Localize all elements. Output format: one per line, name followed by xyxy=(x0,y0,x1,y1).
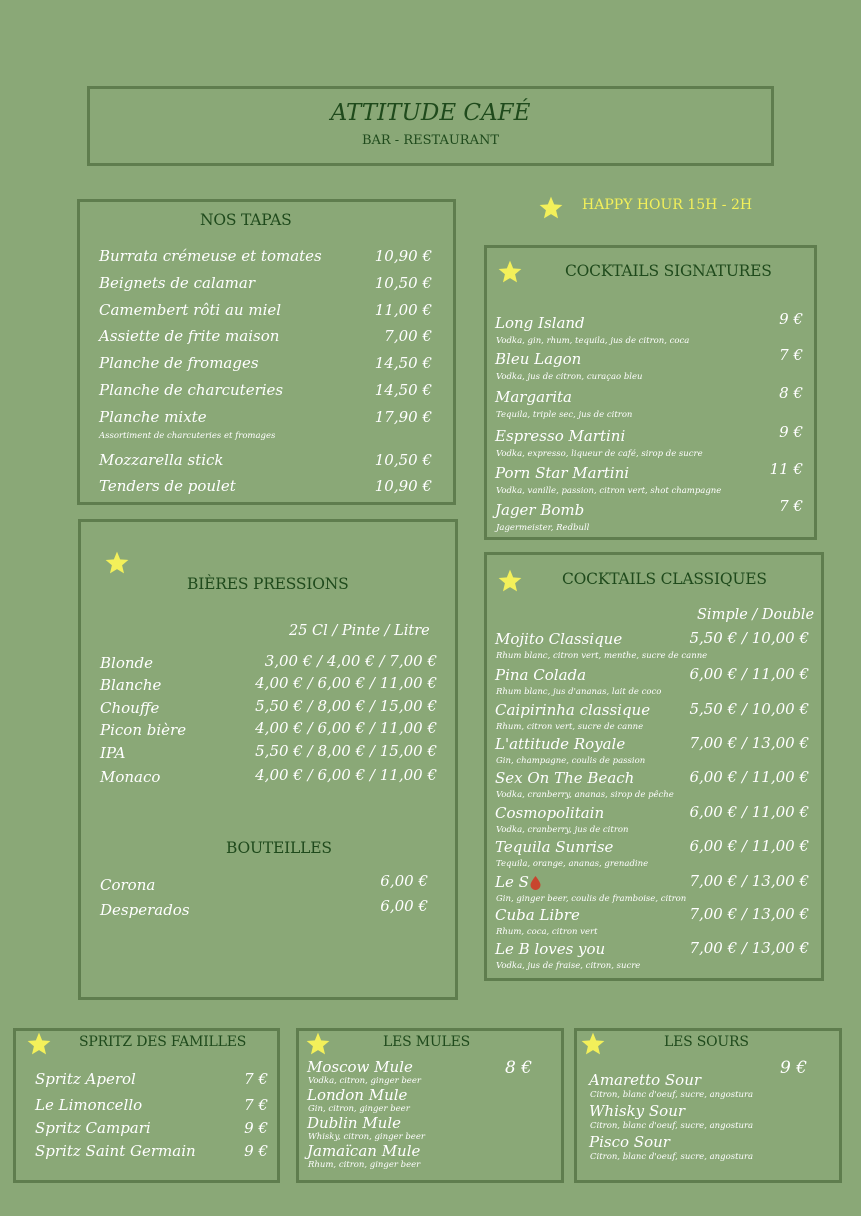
signature-item-price: 7 € xyxy=(779,346,803,364)
classique-item-price: 6,00 € / 11,00 € xyxy=(689,803,809,821)
classique-item-price: 6,00 € / 11,00 € xyxy=(689,837,809,855)
sour-item-desc: Citron, blanc d'oeuf, sucre, angostura xyxy=(590,1090,754,1100)
biere-item-price: 4,00 € / 6,00 € / 11,00 € xyxy=(255,766,437,784)
classique-item-price: 7,00 € / 13,00 € xyxy=(689,905,809,923)
tapas-item-name: Mozzarella stick xyxy=(99,451,224,469)
biere-item-name: Blanche xyxy=(100,676,162,694)
signature-item-name: Espresso Martini xyxy=(495,427,626,445)
classique-item-desc: Tequila, orange, ananas, grenadine xyxy=(496,859,649,869)
tapas-item-price: 17,90 € xyxy=(374,408,432,426)
bouteille-item-name: Desperados xyxy=(100,901,190,919)
spritz-item-price: 7 € xyxy=(244,1096,268,1114)
classique-item-desc: Rhum, citron vert, sucre de canne xyxy=(496,722,644,732)
drop-icon xyxy=(530,875,541,889)
tapas-title: NOS TAPAS xyxy=(200,211,292,229)
signature-item-price: 9 € xyxy=(779,310,803,328)
mule-item-desc: Rhum, citron, ginger beer xyxy=(308,1160,421,1170)
classique-item-desc: Rhum blanc, jus d'ananas, lait de coco xyxy=(496,687,662,697)
bouteille-item-price: 6,00 € xyxy=(380,897,428,915)
biere-item-price: 4,00 € / 6,00 € / 11,00 € xyxy=(255,719,437,737)
tapas-item-name: Beignets de calamar xyxy=(99,274,255,292)
classique-item-desc: Gin, champagne, coulis de passion xyxy=(496,756,646,766)
mules-price: 8 € xyxy=(505,1058,533,1078)
mule-item-desc: Vodka, citron, ginger beer xyxy=(308,1076,421,1086)
sours-title: LES SOURS xyxy=(664,1034,749,1050)
classique-item-name: Le S xyxy=(495,873,529,891)
tapas-item-name: Planche mixte xyxy=(99,408,207,426)
tapas-item-price: 14,50 € xyxy=(374,381,432,399)
signature-item-price: 7 € xyxy=(779,497,803,515)
signature-item-desc: Vodka, gin, rhum, tequila, jus de citron, coca xyxy=(496,336,690,346)
sour-item-desc: Citron, blanc d'oeuf, sucre, angostura xyxy=(590,1121,754,1131)
classiques-title: COCKTAILS CLASSIQUES xyxy=(562,570,767,588)
classique-item-desc: Rhum, coca, citron vert xyxy=(496,927,598,937)
tapas-item-desc: Assortiment de charcuteries et fromages xyxy=(99,431,276,441)
spritz-item-name: Spritz Aperol xyxy=(35,1070,136,1088)
star-icon xyxy=(497,259,523,285)
signature-item-name: Porn Star Martini xyxy=(495,464,630,482)
sour-item-name: Whisky Sour xyxy=(589,1102,686,1120)
biere-item-name: Chouffe xyxy=(100,699,160,717)
signature-item-name: Long Island xyxy=(495,314,585,332)
signature-item-desc: Jagermeister, Redbull xyxy=(496,523,590,533)
mule-item-name: London Mule xyxy=(307,1086,408,1104)
biere-item-price: 5,50 € / 8,00 € / 15,00 € xyxy=(255,697,437,715)
tapas-item-price: 10,90 € xyxy=(374,247,432,265)
signature-item-price: 8 € xyxy=(779,384,803,402)
tapas-item-name: Camembert rôti au miel xyxy=(99,301,282,319)
spritz-item-price: 7 € xyxy=(244,1070,268,1088)
classique-item-name: Sex On The Beach xyxy=(495,769,635,787)
classique-item-name: Tequila Sunrise xyxy=(495,838,614,856)
classique-item-price: 6,00 € / 11,00 € xyxy=(689,768,809,786)
signature-item-desc: Tequila, triple sec, jus de citron xyxy=(496,410,633,420)
classique-item-price: 5,50 € / 10,00 € xyxy=(689,629,809,647)
star-icon xyxy=(305,1031,331,1057)
biere-item-name: IPA xyxy=(100,744,126,762)
classique-item-desc: Gin, ginger beer, coulis de framboise, citron xyxy=(496,894,687,904)
biere-item-name: Monaco xyxy=(100,768,161,786)
star-icon xyxy=(26,1031,52,1057)
page-title: ATTITUDE CAFÉ xyxy=(330,100,531,126)
signature-item-name: Jager Bomb xyxy=(495,501,585,519)
sour-item-desc: Citron, blanc d'oeuf, sucre, angostura xyxy=(590,1152,754,1162)
star-icon xyxy=(580,1031,606,1057)
classique-item-price: 7,00 € / 13,00 € xyxy=(689,734,809,752)
tapas-item-price: 10,90 € xyxy=(374,477,432,495)
biere-item-price: 5,50 € / 8,00 € / 15,00 € xyxy=(255,742,437,760)
classique-item-desc: Vodka, cranberry, ananas, sirop de pêche xyxy=(496,790,674,800)
classique-item-desc: Vodka, cranberry, jus de citron xyxy=(496,825,629,835)
tapas-item-name: Planche de charcuteries xyxy=(99,381,284,399)
classique-item-name: Le B loves you xyxy=(495,940,606,958)
tapas-item-price: 7,00 € xyxy=(384,327,432,345)
mule-item-name: Moscow Mule xyxy=(307,1058,413,1076)
classique-item-price: 6,00 € / 11,00 € xyxy=(689,665,809,683)
classique-item-price: 7,00 € / 13,00 € xyxy=(689,872,809,890)
spritz-title: SPRITZ DES FAMILLES xyxy=(79,1034,247,1050)
signature-item-desc: Vodka, vanille, passion, citron vert, shot champagne xyxy=(496,486,722,496)
classique-item-desc: Rhum blanc, citron vert, menthe, sucre de canne xyxy=(496,651,708,661)
signature-item-name: Bleu Lagon xyxy=(495,350,582,368)
biere-item-name: Blonde xyxy=(100,654,153,672)
happy-hour-label: HAPPY HOUR 15H - 2H xyxy=(582,197,753,213)
signature-item-price: 11 € xyxy=(769,460,803,478)
signature-item-name: Margarita xyxy=(495,388,572,406)
spritz-item-name: Spritz Saint Germain xyxy=(35,1142,196,1160)
signature-item-price: 9 € xyxy=(779,423,803,441)
bouteille-item-name: Corona xyxy=(100,876,156,894)
tapas-item-price: 10,50 € xyxy=(374,274,432,292)
star-icon xyxy=(104,550,130,576)
classique-item-name: L'attitude Royale xyxy=(495,735,626,753)
tapas-item-price: 10,50 € xyxy=(374,451,432,469)
biere-item-price: 4,00 € / 6,00 € / 11,00 € xyxy=(255,674,437,692)
classique-item-name: Mojito Classique xyxy=(495,630,623,648)
page-subtitle: BAR - RESTAURANT xyxy=(361,133,500,148)
classique-item-name: Pina Colada xyxy=(495,666,587,684)
spritz-item-name: Le Limoncello xyxy=(35,1096,143,1114)
star-icon xyxy=(497,568,523,594)
bieres-sizes-header: 25 Cl / Pinte / Litre xyxy=(289,623,430,639)
mule-item-name: Dublin Mule xyxy=(307,1114,402,1132)
classiques-sizes-header: Simple / Double xyxy=(697,607,815,623)
spritz-item-price: 9 € xyxy=(244,1142,268,1160)
classique-item-name: Cosmopolitain xyxy=(495,804,605,822)
tapas-item-name: Planche de fromages xyxy=(99,354,259,372)
biere-item-name: Picon bière xyxy=(100,721,187,739)
signature-item-desc: Vodka, expresso, liqueur de café, sirop de sucre xyxy=(496,449,703,459)
tapas-item-price: 11,00 € xyxy=(374,301,432,319)
mule-item-name: Jamaïcan Mule xyxy=(307,1142,421,1160)
sour-item-name: Amaretto Sour xyxy=(589,1071,702,1089)
bouteille-item-price: 6,00 € xyxy=(380,872,428,890)
classique-item-name: Caipirinha classique xyxy=(495,701,651,719)
tapas-item-name: Burrata crémeuse et tomates xyxy=(99,247,322,265)
classique-item-price: 5,50 € / 10,00 € xyxy=(689,700,809,718)
tapas-item-price: 14,50 € xyxy=(374,354,432,372)
signatures-title: COCKTAILS SIGNATURES xyxy=(565,262,772,280)
classique-item-name: Cuba Libre xyxy=(495,906,580,924)
bouteilles-title: BOUTEILLES xyxy=(226,839,332,857)
spritz-item-name: Spritz Campari xyxy=(35,1119,151,1137)
sour-item-name: Pisco Sour xyxy=(589,1133,670,1151)
signature-item-desc: Vodka, jus de citron, curaçao bleu xyxy=(496,372,643,382)
mule-item-desc: Gin, citron, ginger beer xyxy=(308,1104,410,1114)
bieres-title: BIÈRES PRESSIONS xyxy=(187,575,349,593)
tapas-item-name: Tenders de poulet xyxy=(99,477,236,495)
spritz-item-price: 9 € xyxy=(244,1119,268,1137)
tapas-item-name: Assiette de frite maison xyxy=(99,327,280,345)
mule-item-desc: Whisky, citron, ginger beer xyxy=(308,1132,425,1142)
biere-item-price: 3,00 € / 4,00 € / 7,00 € xyxy=(264,652,437,670)
sours-price: 9 € xyxy=(780,1058,808,1078)
star-icon xyxy=(538,195,564,221)
header-box xyxy=(87,86,774,166)
classique-item-price: 7,00 € / 13,00 € xyxy=(689,939,809,957)
classique-item-desc: Vodka, jus de fraise, citron, sucre xyxy=(496,961,641,971)
mules-title: LES MULES xyxy=(383,1034,470,1050)
